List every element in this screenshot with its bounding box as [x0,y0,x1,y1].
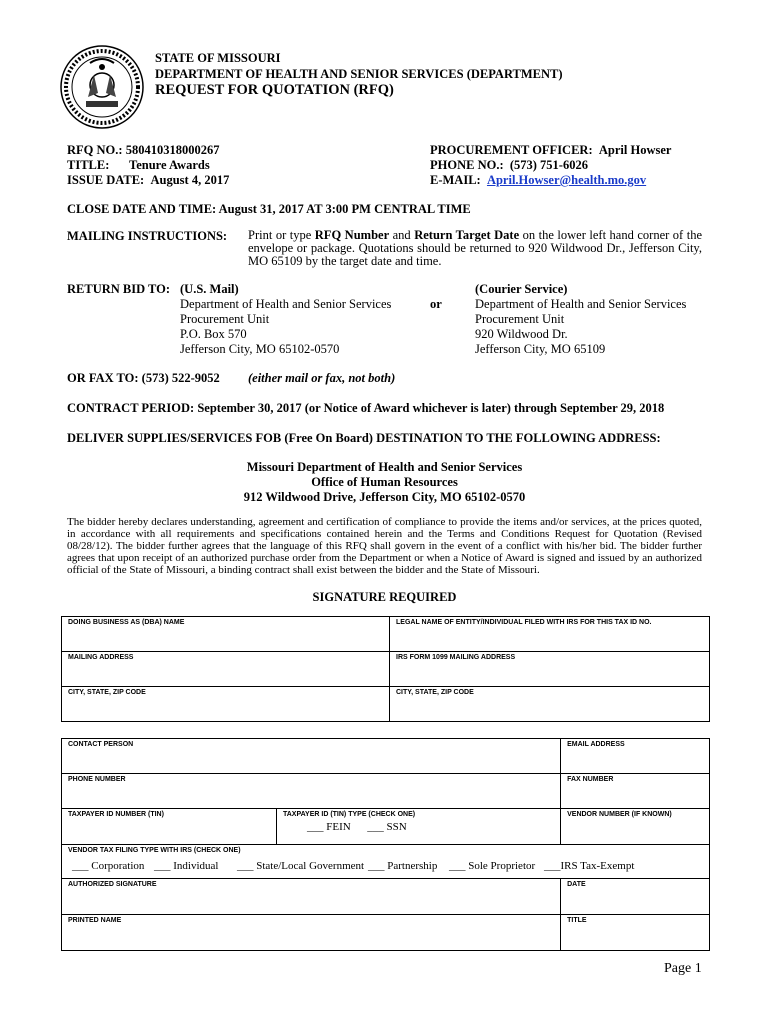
city-state-zip-cell[interactable] [62,687,390,722]
mailing-rfq-number: RFQ Number [314,228,390,242]
contact-person-cell[interactable] [62,739,561,774]
partnership-checkbox[interactable]: ___ Partnership [368,860,438,872]
fein-checkbox[interactable]: ___ FEIN [307,821,351,833]
phone-number-label: PHONE NUMBER [68,776,126,783]
printed-name-label: PRINTED NAME [68,917,122,924]
page-number: Page 1 [664,961,702,976]
mailing-text-1: Print or type [248,228,315,242]
city-state-zip-label: CITY, STATE, ZIP CODE [68,689,146,696]
deliver-line: Office of Human Resources [311,475,458,489]
tax-filing-type-label: VENDOR TAX FILING TYPE WITH IRS (CHECK ONE) [68,847,241,854]
mailing-text-2: and [389,228,415,242]
authorized-signature-label: AUTHORIZED SIGNATURE [68,881,157,888]
tin-type-cell [277,809,561,845]
state-seal-logo [60,45,144,129]
fax-label: OR FAX TO: (573) 522-9052 [67,371,220,385]
mailing-instructions [248,229,702,268]
contract-period: CONTRACT PERIOD: September 30, 2017 (or Notice of Award whichever is later) through September 29, 2018 [67,401,665,415]
state-local-gov-checkbox[interactable]: ___ State/Local Government [237,860,365,872]
phone-number-cell[interactable] [62,774,561,809]
email-link[interactable]: April.Howser@health.mo.gov [486,173,647,187]
contact-table [61,738,710,951]
tax-filing-type-cell [62,845,710,879]
header-rfq-title: REQUEST FOR QUOTATION (RFQ) [155,82,394,98]
mailing-text-3: on the lower left hand corner of the envelope or package. Quotations should be returned to 920 Wildwood Dr., Jefferson City, MO 65109 by the target date and time. [248,228,702,268]
issue-date-label: ISSUE DATE: [67,173,145,187]
return-bid-label: RETURN BID TO: [67,282,171,296]
printed-name-cell[interactable] [62,915,561,951]
header-state: STATE OF MISSOURI [155,51,281,65]
dba-label: DOING BUSINESS AS (DBA) NAME [68,619,185,626]
return-courier-address [475,282,686,357]
dba-cell[interactable] [62,617,390,652]
mail-line: P.O. Box 570 [180,327,247,341]
irs-1099-label: IRS FORM 1099 MAILING ADDRESS [396,654,516,661]
city-state-zip-2-label: CITY, STATE, ZIP CODE [396,689,474,696]
authorized-signature-cell[interactable] [62,879,561,915]
ssn-checkbox[interactable]: ___ SSN [367,821,407,833]
legal-name-cell[interactable] [390,617,710,652]
rfq-info [67,143,229,188]
mailing-address-label: MAILING ADDRESS [68,654,134,661]
email-address-cell[interactable] [561,739,710,774]
deliver-heading: DELIVER SUPPLIES/SERVICES FOB (Free On Board) DESTINATION TO THE FOLLOWING ADDRESS: [67,431,661,445]
officer-info [430,143,671,188]
tin-label: TAXPAYER ID NUMBER (TIN) [68,811,164,818]
issue-date: August 4, 2017 [150,173,230,187]
date-label: DATE [567,881,586,888]
header-department: DEPARTMENT OF HEALTH AND SENIOR SERVICES (DEPARTMENT) [155,67,563,81]
vendor-address-table [61,616,710,722]
mailing-address-cell[interactable] [62,652,390,687]
vendor-number-cell[interactable] [561,809,710,845]
mailing-return-date: Return Target Date [414,228,520,242]
title-field-label: TITLE [567,917,587,924]
mail-line: Procurement Unit [180,312,270,326]
individual-checkbox[interactable]: ___ Individual [154,860,219,872]
mail-line: Jefferson City, MO 65102-0570 [180,342,340,356]
email-address-label: EMAIL ADDRESS [567,741,625,748]
irs-tax-exempt-checkbox[interactable]: ___IRS Tax-Exempt [544,860,635,872]
contact-person-label: CONTACT PERSON [68,741,134,748]
tin-type-label: TAXPAYER ID (TIN) TYPE (CHECK ONE) [283,811,416,818]
irs-1099-cell[interactable] [390,652,710,687]
deliver-line: Missouri Department of Health and Senior Services [246,460,523,474]
title-label: TITLE: [67,158,110,172]
vendor-number-label: VENDOR NUMBER (IF KNOWN) [567,811,672,818]
courier-heading: (Courier Service) [475,282,568,296]
rfq-no: 580410318000267 [125,143,220,157]
fax-note: (either mail or fax, not both) [248,371,396,385]
courier-line: 920 Wildwood Dr. [475,327,568,341]
sole-proprietor-checkbox[interactable]: ___ Sole Proprietor [449,860,536,872]
return-mail-address [180,282,391,357]
or-separator: or [430,297,442,311]
tin-cell[interactable] [62,809,277,845]
email-label: E-MAIL: [430,173,481,187]
mail-heading: (U.S. Mail) [180,282,239,296]
phone-value: (573) 751-6026 [509,158,588,172]
deliver-address [67,460,702,505]
corporation-checkbox[interactable]: ___ Corporation [72,860,145,872]
officer-name: April Howser [598,143,672,157]
document-header [155,50,563,98]
fax-number-cell[interactable] [561,774,710,809]
officer-label: PROCUREMENT OFFICER: [430,143,593,157]
courier-line: Procurement Unit [475,312,565,326]
title-cell[interactable] [561,915,710,951]
courier-line: Jefferson City, MO 65109 [475,342,606,356]
title-value: Tenure Awards [129,158,210,172]
mailing-label: MAILING INSTRUCTIONS: [67,229,228,243]
signature-heading: SIGNATURE REQUIRED [312,590,457,604]
close-date: CLOSE DATE AND TIME: August 31, 2017 AT 3:00 PM CENTRAL TIME [67,202,471,216]
deliver-line: 912 Wildwood Drive, Jefferson City, MO 65102-0570 [243,490,526,504]
bidder-declaration: The bidder hereby declares understanding, agreement and certification of compliance to provide the items and/or services, at the prices quoted, in accordance with all requirements and specifications contained herein and the Terms and Conditions Request for Quotation (Revised 08/28/12). The bidder further agrees that the language of this RFQ shall govern in the event of a conflict with his/her bid. The bidder further agrees that upon receipt of an authorized purchase order from the Department or when a Notice of Award is signed and issued by an authorized official of the State of Missouri, a binding contract shall exist between the bidder and the State of Missouri. [67,516,702,576]
fax-number-label: FAX NUMBER [567,776,614,783]
courier-line: Department of Health and Senior Services [475,297,687,311]
mail-line: Department of Health and Senior Services [180,297,392,311]
rfq-no-label: RFQ NO.: [67,143,123,157]
phone-label: PHONE NO.: [430,158,504,172]
date-cell[interactable] [561,879,710,915]
legal-name-label: LEGAL NAME OF ENTITY/INDIVIDUAL FILED WITH IRS FOR THIS TAX ID NO. [396,619,652,626]
city-state-zip-2-cell[interactable] [390,687,710,722]
